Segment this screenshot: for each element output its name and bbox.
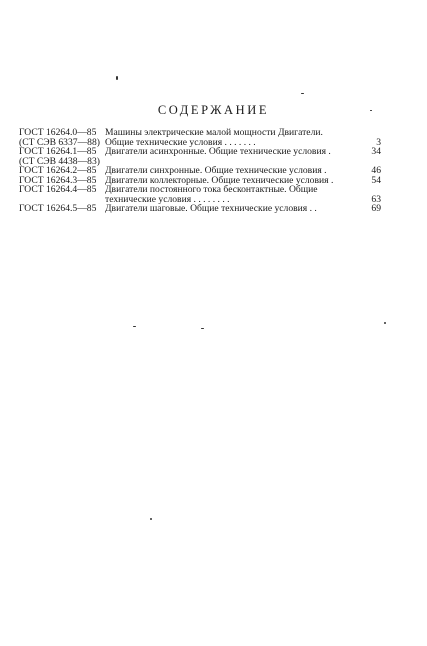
standard-code: ГОСТ 16264.4—85 [19,184,97,195]
standard-code: ГОСТ 16264.1—85 [19,146,97,157]
page-number: 3 [376,136,381,148]
entry-title: Двигатели асинхронные. Общие технические условия . [105,146,331,157]
standard-code: ГОСТ 16264.0—85 [19,127,97,138]
page-number: 54 [371,174,381,186]
page-number: 34 [371,146,381,157]
standard-code: ГОСТ 16264.3—85 [19,174,97,186]
page-number: 69 [371,203,381,214]
entry-title: Двигатели постоянного тока бесконтактные. Общие [105,184,318,195]
scan-speck [133,326,136,327]
entry-title: Двигатели синхронные. Общие технические условия . [105,165,327,176]
toc-row[interactable] [19,204,381,214]
scan-speck [150,518,152,520]
scan-speck [116,76,118,80]
standard-code: ГОСТ 16264.2—85 [19,165,97,176]
standard-code: (СТ СЭВ 6337—88) [19,136,100,148]
entry-title: Двигатели коллекторные. Общие технические условия . [105,174,334,186]
page-number: 46 [371,165,381,176]
scan-speck [384,322,386,324]
scan-speck [301,93,304,94]
table-of-contents [19,128,381,214]
page-number: 63 [371,193,381,205]
standard-code: (СТ СЭВ 4438—83) [19,155,100,167]
entry-title: Машины электрические малой мощности Двигатели. [105,127,323,138]
entry-title: технические условия . . . . . . . . [105,193,230,205]
contents-heading: СОДЕРЖАНИЕ [157,103,270,117]
entry-title: Двигатели шаговые. Общие технические условия . . [105,203,317,214]
entry-title: Общие технические условия . . . . . . . [105,136,256,148]
standard-code: ГОСТ 16264.5—85 [19,203,97,214]
scan-speck [201,328,204,329]
